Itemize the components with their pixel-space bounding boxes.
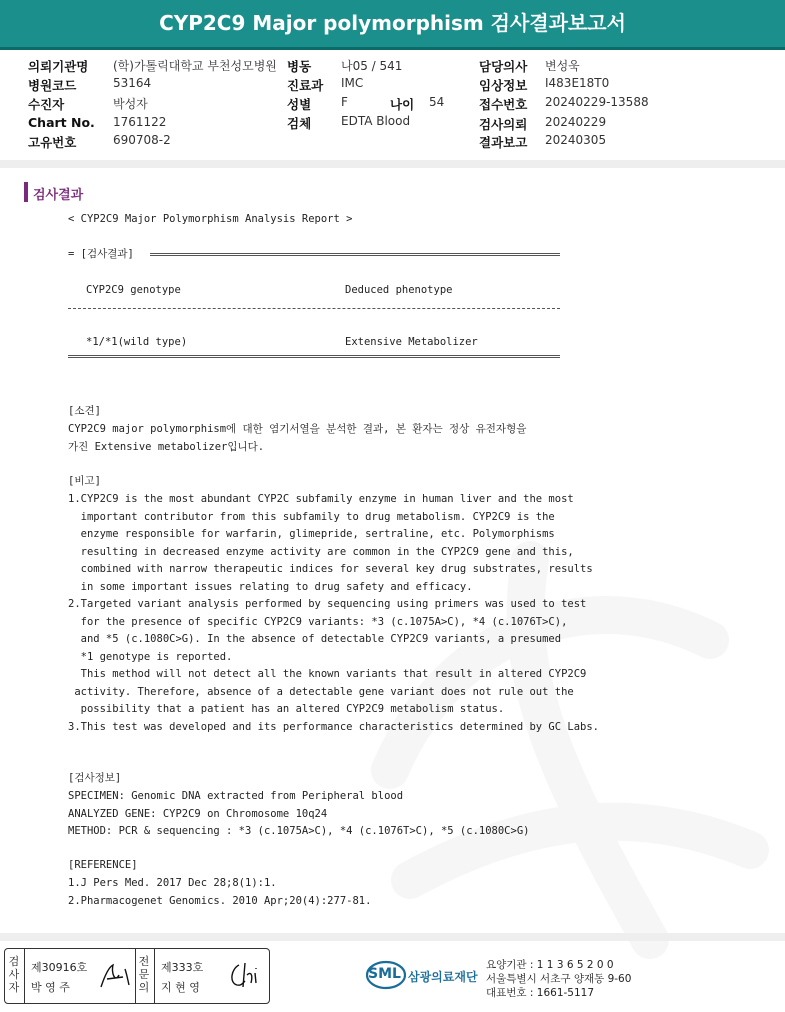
phone: 대표번호 : 1661-5117 [486, 987, 595, 999]
specimen-value: EDTA Blood [341, 114, 411, 128]
section-marker [24, 182, 28, 202]
report-date-value: 20240305 [545, 133, 607, 147]
remark-line: resulting in decreased enzyme activity are common in the CYP2C9 gene and this, [68, 545, 574, 558]
remark-line: and *5 (c.1080C>G). In the absence of detectable CYP2C9 variants, a presumed [68, 633, 562, 645]
report-heading: < CYP2C9 Major Polymorphism Analysis Report > [68, 213, 353, 225]
signature-box [4, 948, 270, 1004]
dept-label: 진료과 [287, 78, 324, 93]
hospital-value: (학)가톨릭대학교 부천성모병원 [113, 59, 277, 73]
patient-label: 수진자 [28, 97, 65, 112]
patient-value: 박성자 [113, 97, 148, 111]
pro-vertical-label: 전문의 [138, 955, 150, 994]
specimen-label: 검체 [287, 116, 312, 131]
reference-tag: [REFERENCE] [68, 859, 138, 871]
testinfo-tag: [검사정보] [68, 772, 122, 784]
section-title: 검사결과 [33, 188, 84, 203]
pro-license-no: 제333호 [161, 961, 204, 974]
report-date-label: 결과보고 [479, 135, 528, 150]
chart-value: 1761122 [113, 115, 167, 129]
age-value: 54 [429, 95, 445, 109]
tester-license-no: 제30916호 [31, 961, 88, 974]
clinical-label: 임상정보 [479, 78, 528, 93]
request-label: 검사의뢰 [479, 117, 528, 132]
remark-line: activity. Therefore, absence of a detectable gene variant does not rule out the [68, 685, 574, 698]
testinfo-line: SPECIMEN: Genomic DNA extracted from Peripheral blood [68, 790, 404, 802]
dept-value: IMC [341, 76, 364, 90]
report-title: CYP2C9 Major polymorphism 검사결과보고서 [159, 11, 626, 35]
info-divider [0, 160, 785, 168]
remark-line: important contributor from this subfamily to drug metabolism. CYP2C9 is the [68, 510, 555, 523]
pro-name: 지 현 영 [161, 981, 200, 994]
remark-tag: [비고] [68, 475, 101, 487]
reference-line: 2.Pharmacogenet Genomics. 2010 Apr;20(4):277-81. [68, 894, 372, 907]
receipt-label: 접수번호 [479, 97, 528, 112]
report-header [0, 0, 785, 50]
divider [154, 949, 155, 1003]
hospital-label: 의뢰기관명 [28, 59, 89, 74]
remark-line: combined with narrow therapeutic indices for several key drug substrates, results [68, 563, 593, 575]
patient-info-block [0, 56, 785, 151]
remark-line: for the presence of specific CYP2C9 variants: *3 (c.1075A>C), *4 (c.1076T>C), [68, 615, 568, 628]
tester-vertical-label: 검사자 [8, 955, 20, 994]
uid-value: 690708-2 [113, 133, 171, 147]
sex-label: 성별 [287, 97, 312, 112]
remark-line: in some important issues relating to drug safety and efficacy. [68, 580, 473, 593]
request-value: 20240229 [545, 115, 607, 129]
tester-name: 박 영 주 [31, 981, 70, 994]
tester-signature [97, 961, 131, 991]
result-tag: = [검사결과] [68, 248, 141, 260]
ward-label: 병동 [287, 59, 312, 74]
remark-line: *1 genotype is reported. [68, 650, 233, 663]
divider [24, 949, 25, 1003]
genotype-value: *1/*1(wild type) [86, 336, 188, 348]
code-value: 53164 [113, 76, 152, 90]
org-name: 삼광의료재단 [408, 970, 478, 984]
phenotype-header: Deduced phenotype [345, 284, 453, 296]
clinical-value: I483E18T0 [545, 76, 610, 90]
pro-signature [225, 959, 263, 991]
receipt-value: 20240229-13588 [545, 95, 649, 109]
opinion-line: 가진 Extensive metabolizer입니다. [68, 441, 265, 453]
code-label: 병원코드 [28, 78, 77, 93]
opinion-tag: [소견] [68, 405, 101, 417]
footer-divider [0, 933, 785, 941]
uid-label: 고유번호 [28, 135, 77, 150]
age-label: 나이 [390, 97, 415, 112]
doctor-value: 변성욱 [545, 59, 580, 73]
remark-line: 2.Targeted variant analysis performed by sequencing using primers was used to test [68, 598, 587, 610]
genotype-header: CYP2C9 genotype [86, 284, 181, 296]
remark-line: 1.CYP2C9 is the most abundant CYP2C subfamily enzyme in human liver and the most [68, 493, 574, 505]
testinfo-line: METHOD: PCR & sequencing : *3 (c.1075A>C), *4 (c.1076T>C), *5 (c.1080C>G) [68, 825, 530, 837]
result-top-rule [150, 253, 560, 256]
remark-line: 3.This test was developed and its performance characteristics determined by GC Labs. [68, 720, 600, 733]
chart-label: Chart No. [28, 115, 95, 130]
remark-line: enzyme responsible for warfarin, glimepride, sertraline, etc. Polymorphisms [68, 528, 555, 540]
header-rule [68, 308, 560, 309]
sex-value: F [341, 95, 348, 109]
remark-line: This method will not detect all the known variants that result in altered CYP2C9 [68, 668, 587, 680]
ward-value: 나05 / 541 [341, 59, 403, 73]
doctor-label: 담당의사 [479, 59, 528, 74]
result-bottom-rule [68, 355, 560, 358]
address: 서울특별시 서초구 양재동 9-60 [486, 973, 632, 985]
opinion-line: CYP2C9 major polymorphism에 대한 염기서열을 분석한 결과, 본 환자는 정상 유전자형을 [68, 423, 527, 435]
divider [135, 949, 136, 1003]
institution-code: 요양기관 : 1 1 3 6 5 2 0 0 [486, 959, 614, 971]
remark-line: possibility that a patient has an altered CYP2C9 metabolism status. [68, 703, 505, 715]
reference-line: 1.J Pers Med. 2017 Dec 28;8(1):1. [68, 877, 277, 889]
logo-mark: SML [368, 966, 401, 982]
phenotype-value: Extensive Metabolizer [345, 336, 478, 348]
testinfo-line: ANALYZED GENE: CYP2C9 on Chromosome 10q24 [68, 807, 328, 820]
